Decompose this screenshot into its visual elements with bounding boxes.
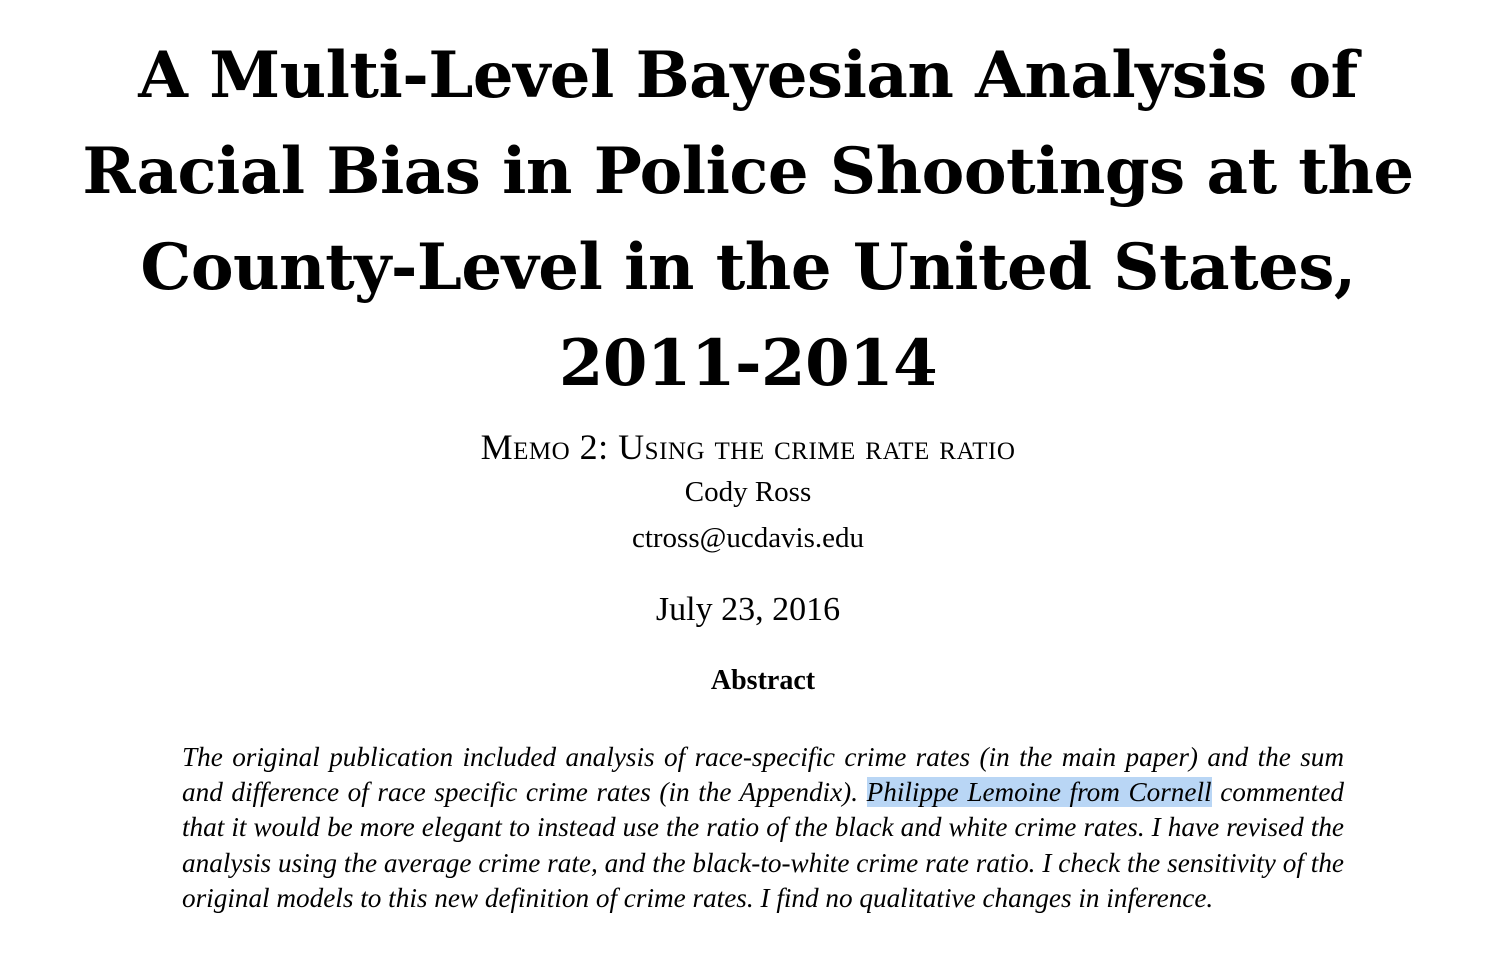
title-line-2: Racial Bias in Police Shootings at the xyxy=(82,134,1414,209)
abstract-heading: Abstract xyxy=(710,665,816,696)
selected-text-highlight[interactable]: Philippe Lemoine from Cornell xyxy=(866,777,1212,808)
title-line-3: County-Level in the United States, xyxy=(140,230,1356,305)
title-line-1: A Multi-Level Bayesian Analysis of xyxy=(138,38,1358,113)
author-name: Cody Ross xyxy=(684,476,812,508)
abstract-text-after[interactable]: commented that it would be more elegant to instead use the ratio of the black and white crime rates. I have revised the analysis using the average crime rate, and the black-to-white crime rate ratio. I check the sensitivity of the original models to this new definition of crime rates. I find no qualitative changes in inference. xyxy=(182,777,1344,913)
paper-title xyxy=(0,28,1496,412)
memo-subtitle: Memo 2: Using the crime rate ratio xyxy=(480,427,1016,467)
publication-date: July 23, 2016 xyxy=(655,591,841,628)
abstract-text-before[interactable]: The original publication included analysis of race-specific crime rates (in the main paper) and the sum and difference of race specific crime rates (in the Appendix). xyxy=(182,742,1344,808)
title-line-4: 2011-2014 xyxy=(558,326,938,401)
abstract-body[interactable] xyxy=(182,740,1344,916)
author-email: ctross@ucdavis.edu xyxy=(631,522,865,554)
